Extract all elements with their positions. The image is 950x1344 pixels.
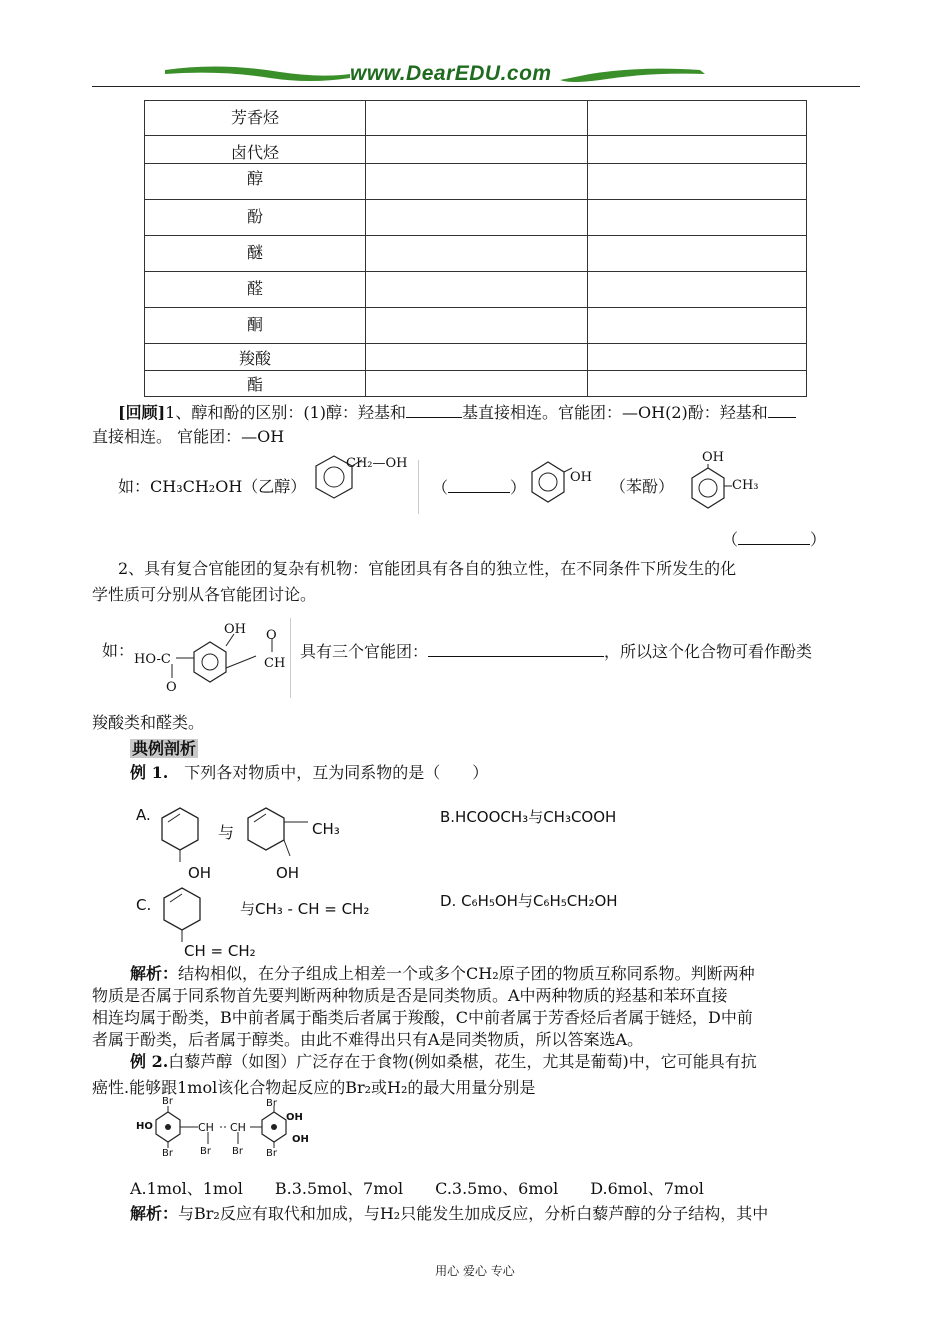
oh-label: OH <box>188 864 212 882</box>
header-rule <box>92 86 860 87</box>
option-a-label: A. <box>136 806 151 824</box>
analysis2-line1: 解析：与Br₂反应有取代和加成，与H₂只能发生加成反应，分析白藜芦醇的分子结构，其中 <box>130 1204 769 1223</box>
ch2oh-label: CH₂—OH <box>346 456 408 471</box>
with-label: 与 <box>218 823 235 842</box>
review-line-2: 直接相连。 官能团：—OH <box>92 427 285 446</box>
review-line-3b: 学性质可分别从各官能团讨论。 <box>92 585 317 604</box>
example2-text: 具有三个官能团： ，所以这个化合物可看作酚类 <box>300 642 813 661</box>
oh-label: OH <box>570 470 592 485</box>
oh-label: OH <box>276 864 300 882</box>
table-row-label: 芳香烃 <box>145 101 366 136</box>
ch-label: CH <box>264 656 286 671</box>
blank-field <box>768 401 796 418</box>
blank-field <box>448 476 510 493</box>
option-b: B.HCOOCH₃与CH₃COOH <box>440 808 617 826</box>
option-d: D. C₆H₅OH与C₆H₅CH₂OH <box>440 892 618 910</box>
oh-label: OH <box>702 450 724 465</box>
ho-label: HO <box>136 1121 153 1132</box>
ch3-label: CH₃ <box>312 820 340 838</box>
section-title: 典例剖析 <box>132 739 197 758</box>
hoc-label: HO-C <box>134 652 171 667</box>
table-row-label: 酯 <box>145 371 366 397</box>
ch-label: CH <box>230 1121 246 1134</box>
phenol-structure <box>522 458 582 512</box>
page-footer: 用心 爱心 专心 <box>435 1264 515 1278</box>
styrene-structure <box>154 886 214 946</box>
example1-question: 例 1. 下列各对物质中，互为同系物的是（ ） <box>130 763 489 782</box>
blank-field <box>428 640 604 657</box>
blank-field <box>738 528 810 545</box>
analysis1-line4: 者属于酚类，后者属于醇类。由此不难得出只有A是同类物质，所以答案选A。 <box>92 1030 644 1049</box>
answer-choices: A.1mol、1mol B.3.5mol、7mol C.3.5mo、6mol D.6mol、7mol <box>130 1179 704 1198</box>
oh-label: OH <box>224 622 246 637</box>
review-line-1: [回顾]1、醇和酚的区别：(1)醇：羟基和 基直接相连。官能团：—OH(2)酚：羟基和 <box>118 401 796 424</box>
table-row-label: 酚 <box>145 200 366 236</box>
phenol-label: （苯酚） <box>610 477 675 496</box>
example2-line2: 癌性.能够跟1mol该化合物起反应的Br₂或H₂的最大用量分别是 <box>92 1078 536 1097</box>
o-cresol-structure <box>686 464 746 524</box>
br-label: Br <box>266 1148 277 1159</box>
analysis1-line2: 物质是否属于同系物首先要判断两种物质是否是同类物质。A中两种物质的羟基和苯环直接 <box>92 986 728 1005</box>
analysis1-line3: 相连均属于酚类，B中前者属于酯类后者属于羧酸，C中前者属于芳香烃后者属于链烃，D中前 <box>92 1008 753 1027</box>
ch-label: CH <box>198 1121 214 1134</box>
example-prefix: 如：CH₃CH₂OH（乙醇） <box>118 477 307 496</box>
br-label: Br <box>162 1148 173 1159</box>
br-label: Br <box>232 1146 243 1157</box>
example2-line1: 例 2.白藜芦醇（如图）广泛存在于食物(例如桑椹，花生，尤其是葡萄)中，它可能具有抗 <box>130 1052 757 1071</box>
example2-text-cont: 羧酸类和醛类。 <box>92 713 205 732</box>
review-line-3a: 2、具有复合官能团的复杂有机物：官能团具有各自的独立性，在不同条件下所发生的化 <box>118 559 737 578</box>
blank-field <box>406 401 462 418</box>
option-c-rest: 与CH₃ - CH = CH₂ <box>240 900 370 918</box>
table-row-label: 醛 <box>145 272 366 308</box>
br-label: Br <box>162 1096 173 1107</box>
table-row-label: 醇 <box>145 164 366 200</box>
o-label: O <box>266 628 277 643</box>
vinyl-label: CH = CH₂ <box>184 942 256 960</box>
ch3-label: CH₃ <box>732 478 759 493</box>
br-label: Br <box>266 1098 277 1109</box>
br-label: Br <box>200 1146 211 1157</box>
site-logo[interactable]: www.DearEDU.com <box>350 62 552 85</box>
oh-label: OH <box>292 1134 309 1145</box>
option-c-label: C. <box>136 896 152 914</box>
example2-prefix: 如： <box>102 641 135 660</box>
option-a-structures <box>150 800 370 880</box>
analysis1-line1: 解析：结构相似，在分子组成上相差一个或多个CH₂原子团的物质互称同系物。判断两种 <box>130 964 755 983</box>
table-row-label: 羧酸 <box>145 344 366 371</box>
o-label: O <box>166 680 177 695</box>
table-row-label: 卤代烃 <box>145 136 366 164</box>
oh-label: OH <box>286 1112 303 1123</box>
functional-group-table <box>144 100 807 397</box>
table-row-label: 酮 <box>145 308 366 344</box>
table-row-label: 醚 <box>145 236 366 272</box>
